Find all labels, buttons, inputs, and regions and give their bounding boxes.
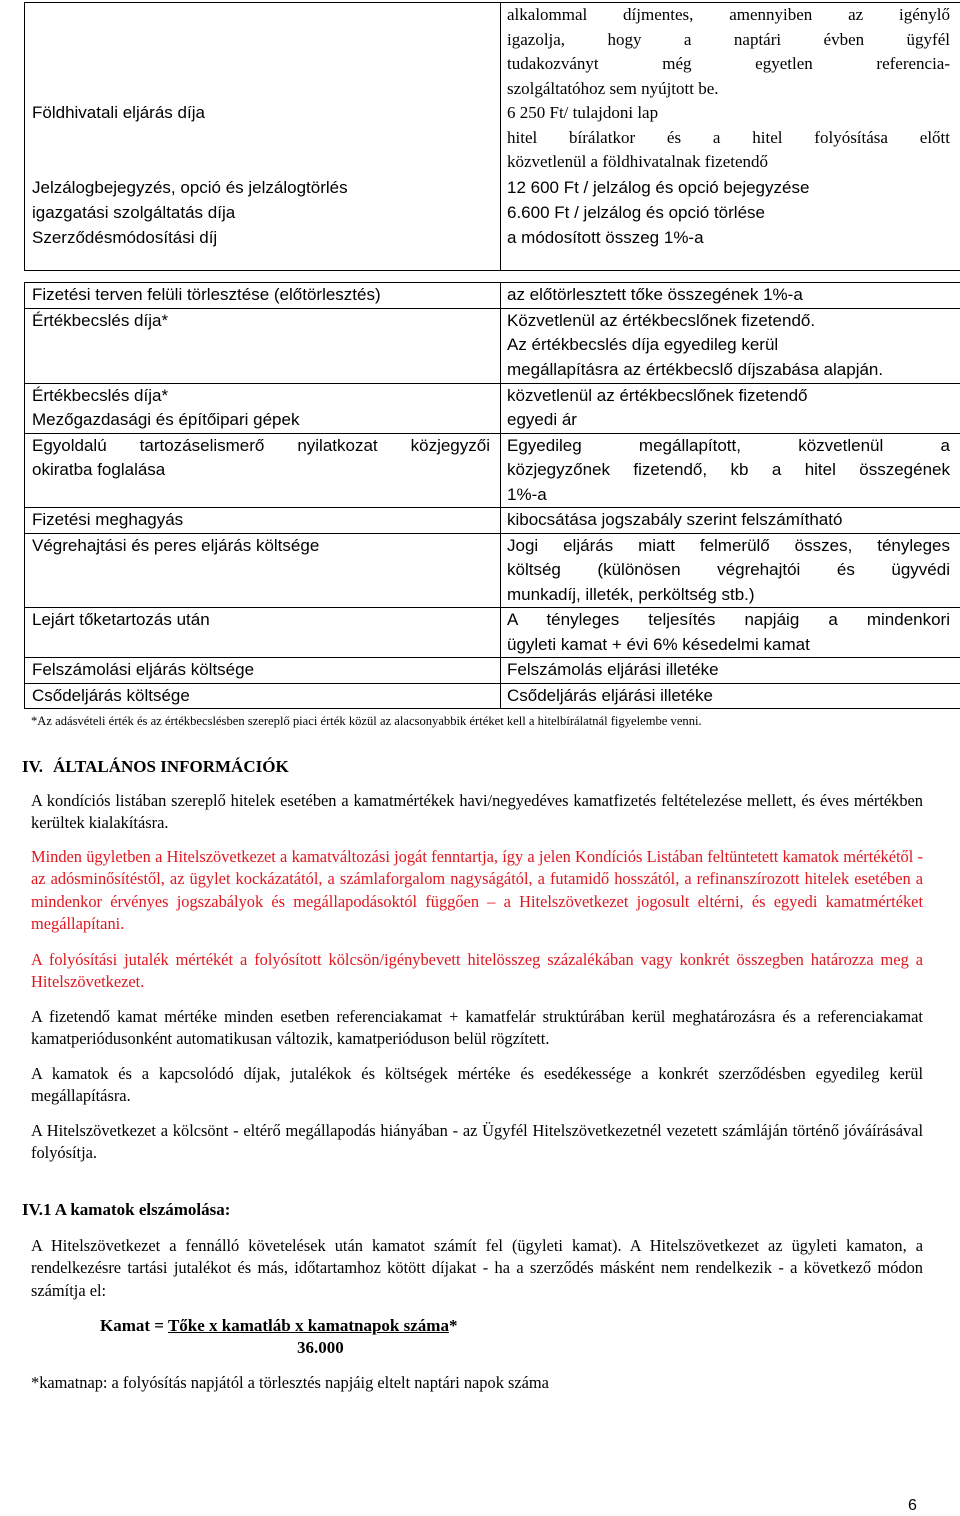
fee-value-line: 6 250 Ft/ tulajdoni lap — [507, 103, 659, 122]
fee-value-line: Az értékbecslés díja egyedileg kerül — [507, 335, 779, 354]
fee-label-line: Jelzálogbejegyzés, opció és jelzálogtörlés — [32, 178, 348, 197]
fee-value-line: 12 600 Ft / jelzálog és opció bejegyzése — [507, 178, 810, 197]
fee-value-line: 6.600 Ft / jelzálog és opció törlése — [507, 202, 765, 222]
fee-label-cell — [25, 226, 501, 270]
fee-value-line: tudakozványt még egyetlen referencia- — [507, 54, 950, 73]
subsection-number: IV.1 — [22, 1200, 52, 1219]
table-row — [25, 176, 960, 226]
fee-label-cell — [25, 101, 501, 176]
interest-formula — [100, 1315, 457, 1337]
formula-suffix: * — [448, 1316, 458, 1335]
section-title: ÁLTALÁNOS INFORMÁCIÓK — [53, 757, 289, 776]
paragraph: A kamatok és a kapcsolódó díjak, jutalékok és költségek mértéke és esedékessége a konkrét szerződésben egyedileg kerül megállapításra. — [31, 1064, 923, 1106]
fee-value-line: 1%-a — [507, 484, 547, 504]
paragraph: A fizetendő kamat mértéke minden esetben referenciakamat + kamatfelár struktúrában kerül meghatározásra és a referenciakamat kamatperiódusonként automatikusan változik, kamatperióduson belül rögzített. — [31, 1007, 923, 1049]
fee-value-line: megállapításra az értékbecslő díjszabása alapján. — [507, 359, 884, 379]
fee-value-cell — [501, 101, 960, 176]
fee-table-bottom — [24, 282, 960, 709]
fee-value-line: szolgáltatóhoz sem nyújtott be. — [507, 78, 719, 98]
fee-value-line: munkadíj, illeték, perköltség stb.) — [507, 584, 755, 604]
fee-label-cell: Értékbecslés díja* — [25, 308, 501, 383]
table-row — [25, 283, 960, 309]
formula-denominator: 36.000 — [297, 1338, 344, 1357]
paragraph: A kondíciós listában szereplő hitelek esetében a kamatmértékek havi/negyedéves kamatfizetés feltételezése mellett, és éves mértékben kerültek kialakításra. — [31, 791, 923, 833]
fee-value-line: közvetlenül az értékbecslőnek fizetendő — [507, 385, 808, 405]
fee-label-cell: Fizetési terven felüli törlesztése (előtörlesztés) — [25, 283, 501, 309]
formula-numerator: Tőke x kamatláb x kamatnapok száma — [167, 1316, 449, 1335]
fee-value-cell: Csődeljárás eljárási illetéke — [501, 683, 960, 709]
fee-value-line: közvetlenül a földhivatalnak fizetendő — [507, 152, 769, 171]
fee-value-line: közjegyzőnek fizetendő, kb a hitel összegének — [507, 460, 950, 479]
formula-prefix: Kamat = — [100, 1316, 168, 1335]
table-row — [25, 608, 960, 658]
fee-label-cell: Végrehajtási és peres eljárás költsége — [25, 533, 501, 608]
table-row — [25, 308, 960, 383]
fee-value-cell — [501, 226, 960, 270]
fee-label-cell — [25, 3, 501, 102]
fee-value-cell: az előtörlesztett tőke összegének 1%-a — [501, 283, 960, 309]
fee-value-line: költség (különösen végrehajtói és ügyvédi — [507, 560, 950, 579]
fee-value-line: ügyleti kamat + évi 6% késedelmi kamat — [507, 634, 810, 654]
table-row — [25, 226, 960, 270]
section-heading — [22, 756, 289, 778]
fee-label-line: Mezőgazdasági és építőipari gépek — [32, 410, 300, 429]
fee-label-line: Értékbecslés díja* — [32, 385, 169, 405]
subsection-title: A kamatok elszámolása: — [54, 1200, 231, 1219]
fee-table-top — [24, 2, 960, 271]
fee-value-line: igazolja, hogy a naptári évben ügyfél — [507, 29, 950, 49]
fee-label-cell: Lejárt tőketartozás után — [25, 608, 501, 658]
table-row — [25, 658, 960, 684]
fee-value-cell — [501, 308, 960, 383]
fee-value-cell — [501, 383, 960, 433]
fee-value-cell: kibocsátása jogszabály szerint felszámítható — [501, 508, 960, 534]
table-row — [25, 433, 960, 508]
fee-label-line: Egyoldalú tartozáselismerő nyilatkozat közjegyzői — [32, 435, 490, 455]
fee-value-cell — [501, 608, 960, 658]
table-footnote: *Az adásvételi érték és az értékbecslésben szereplő piaci érték közül az alacsonyabbik értéket kell a hitelbírálatnál figyelembe venni. — [31, 714, 702, 728]
fee-value-line: egyedi ár — [507, 410, 577, 429]
table-row — [25, 683, 960, 709]
fee-label: Földhivatali eljárás díja — [32, 103, 205, 122]
fee-value-cell — [501, 176, 960, 226]
table-row — [25, 533, 960, 608]
table-row — [25, 3, 960, 102]
paragraph-red: A folyósítási jutalék mértékét a folyósított kölcsön/igénybevett hitelösszeg százalékában vagy konkrét összegben határozza meg a Hitelszövetkezet. — [31, 950, 923, 992]
fee-value-line: alkalommal díjmentes, amennyiben az igénylő — [507, 5, 950, 24]
table-row — [25, 383, 960, 433]
paragraph-red: Minden ügyletben a Hitelszövetkezet a kamatváltozási jogát fenntartja, így a jelen Kondíciós Listában feltüntetett kamatok mértékétől - az adósminősítéstől, az ügylet kockázatától, a számlaforgalom nagyságától, a futamidő hosszától, a refinanszírozott hitelek esetében a mindenkor érvényes jogszabályok és megállapodásoktól függően – a Hitelszövetkezet jogosult eltérni, és egyedi kamatmértéket megállapítani. — [31, 847, 923, 933]
fee-value-line: hitel bírálatkor és a hitel folyósítása előtt — [507, 127, 950, 147]
fee-label-cell — [25, 176, 501, 226]
fee-label-line: okiratba foglalása — [32, 460, 166, 479]
fee-value-line: Jogi eljárás miatt felmerülő összes, tényleges — [507, 535, 950, 555]
fee-label-cell — [25, 433, 501, 508]
fee-label-cell: Csődeljárás költsége — [25, 683, 501, 709]
section-number: IV. — [22, 757, 43, 776]
table-row — [25, 508, 960, 534]
fee-value-cell — [501, 533, 960, 608]
paragraph: A Hitelszövetkezet a fennálló követelések után kamatot számít fel (ügyleti kamat). A Hitelszövetkezet az ügyleti kamaton, a rendelkezésre tartási jutalékot és más, időtartamhoz kötött díjakat - ha a szerződés másként nem rendelkezik - a következő módon számítja el: — [31, 1236, 923, 1300]
fee-value-line: Egyedileg megállapított, közvetlenül a — [507, 435, 950, 455]
table-row — [25, 101, 960, 176]
subsection-heading — [22, 1199, 230, 1221]
fee-value-cell — [501, 433, 960, 508]
fee-value-cell: Felszámolás eljárási illetéke — [501, 658, 960, 684]
fee-value-cell — [501, 3, 960, 102]
fee-label-cell — [25, 383, 501, 433]
fee-label-line: igazgatási szolgáltatás díja — [32, 202, 236, 222]
formula-note: *kamatnap: a folyósítás napjától a törlesztés napjáig eltelt naptári napok száma — [31, 1373, 549, 1392]
fee-value-line: A tényleges teljesítés napjáig a mindenkori — [507, 610, 950, 629]
fee-label: Szerződésmódosítási díj — [32, 228, 218, 247]
fee-label-cell: Felszámolási eljárás költsége — [25, 658, 501, 684]
paragraph: A Hitelszövetkezet a kölcsönt - eltérő megállapodás hiányában - az Ügyfél Hitelszövetkezetnél vezetett számláján történő jóváírásával folyósítja. — [31, 1121, 923, 1163]
fee-label-cell: Fizetési meghagyás — [25, 508, 501, 534]
fee-value: a módosított összeg 1%-a — [507, 228, 704, 247]
page-number: 6 — [908, 1497, 917, 1514]
fee-value-line: Közvetlenül az értékbecslőnek fizetendő. — [507, 310, 816, 330]
